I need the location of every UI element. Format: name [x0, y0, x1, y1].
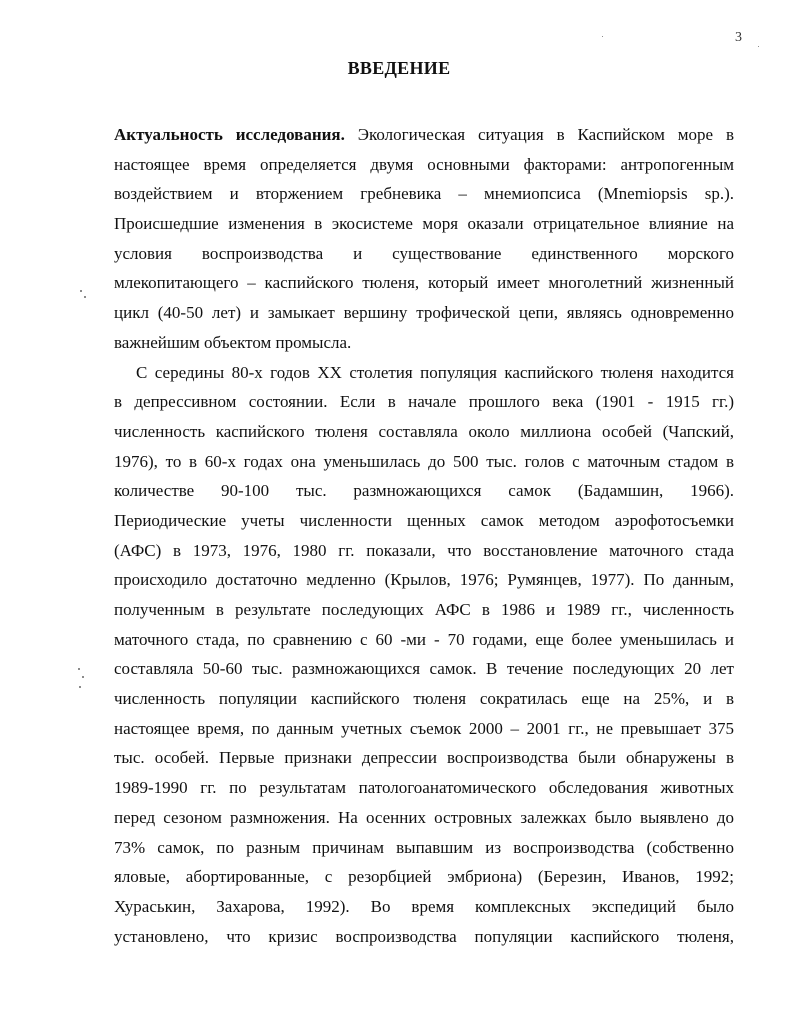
paragraph-2-line: составляла 50-60 тыс. размножающихся самок. В течение последующих 20 лет	[114, 659, 734, 679]
scan-speck	[84, 296, 86, 298]
paragraph-1-line-1-text: Экологическая ситуация в Каспийском море в	[344, 125, 734, 144]
paragraph-2-line: 1976), то в 60-х годах она уменьшилась до 500 тыс. голов с маточным стадом в	[114, 451, 734, 471]
scan-speck	[758, 46, 759, 47]
paragraph-1-line: настоящее время определяется двумя основными факторами: антропогенным	[114, 154, 734, 174]
paragraph-2-line: маточного стада, по сравнению с 60 -ми - 70 годами, еще более уменьшилась и	[114, 629, 734, 649]
paragraph-2-line: (АФС) в 1973, 1976, 1980 гг. показали, что восстановление маточного стада	[114, 540, 734, 560]
paragraph-2-line: Периодические учеты численности щенных самок методом аэрофотосъемки	[114, 510, 734, 530]
paragraph-2-line: С середины 80-х годов XX столетия популяция каспийского тюленя находится	[136, 362, 734, 382]
paragraph-1-lead: Актуальность исследования.	[114, 125, 345, 144]
paragraph-1-line: воздействием и вторжением гребневика – мнемиопсиса (Mnemiopsis sp.).	[114, 184, 734, 204]
paragraph-2-line: установлено, что кризис воспроизводства популяции каспийского тюленя,	[114, 926, 734, 946]
page-number: 3	[735, 30, 742, 45]
body-text	[114, 120, 734, 951]
section-title: ВВЕДЕНИЕ	[347, 58, 451, 78]
paragraph-1-line	[114, 120, 734, 150]
paragraph-2-line: Хураськин, Захарова, 1992). Во время комплексных экспедиций было	[114, 896, 734, 916]
paragraph-1-line: Происшедшие изменения в экосистеме моря оказали отрицательное влияние на	[114, 214, 734, 234]
paragraph-2-line: 1989-1990 гг. по результатам патологоанатомического обследования животных	[114, 778, 734, 798]
paragraph-2-line: тыс. особей. Первые признаки депрессии воспроизводства были обнаружены в	[114, 748, 734, 768]
paragraph-2-line: численность популяции каспийского тюленя сократилась еще на 25%, и в	[114, 689, 734, 709]
paragraph-2-line: перед сезоном размножения. На осенних островных залежках было выявлено до	[114, 807, 734, 827]
scan-speck	[79, 686, 81, 688]
paragraph-2-line: численность каспийского тюленя составляла около миллиона особей (Чапский,	[114, 421, 734, 441]
paragraph-1-line: млекопитающего – каспийского тюленя, который имеет многолетний жизненный	[114, 273, 734, 293]
scan-speck	[602, 36, 603, 37]
scan-speck	[82, 676, 84, 678]
scan-speck	[80, 290, 82, 292]
paragraph-2-line: настоящее время, по данным учетных съемок 2000 – 2001 гг., не превышает 375	[114, 718, 734, 738]
paragraph-1-line: цикл (40-50 лет) и замыкает вершину трофической цепи, являясь одновременно	[114, 303, 734, 323]
paragraph-2-line: происходило достаточно медленно (Крылов, 1976; Румянцев, 1977). По данным,	[114, 570, 734, 590]
paragraph-2-line: яловые, абортированные, с резорбцией эмбриона) (Березин, Иванов, 1992;	[114, 867, 734, 887]
paragraph-2-line: полученным в результате последующих АФС в 1986 и 1989 гг., численность	[114, 600, 734, 619]
paragraph-1-line: важнейшим объектом промысла.	[114, 332, 352, 352]
scan-speck	[78, 668, 80, 670]
paragraph-1-line: условия воспроизводства и существование единственного морского	[114, 243, 734, 263]
paragraph-2-line: количестве 90-100 тыс. размножающихся самок (Бадамшин, 1966).	[114, 481, 734, 501]
paragraph-2-line: в депрессивном состоянии. Если в начале прошлого века (1901 - 1915 гг.)	[114, 392, 734, 412]
paragraph-2-line: 73% самок, по разным причинам выпавшим из воспроизводства (собственно	[114, 837, 734, 857]
